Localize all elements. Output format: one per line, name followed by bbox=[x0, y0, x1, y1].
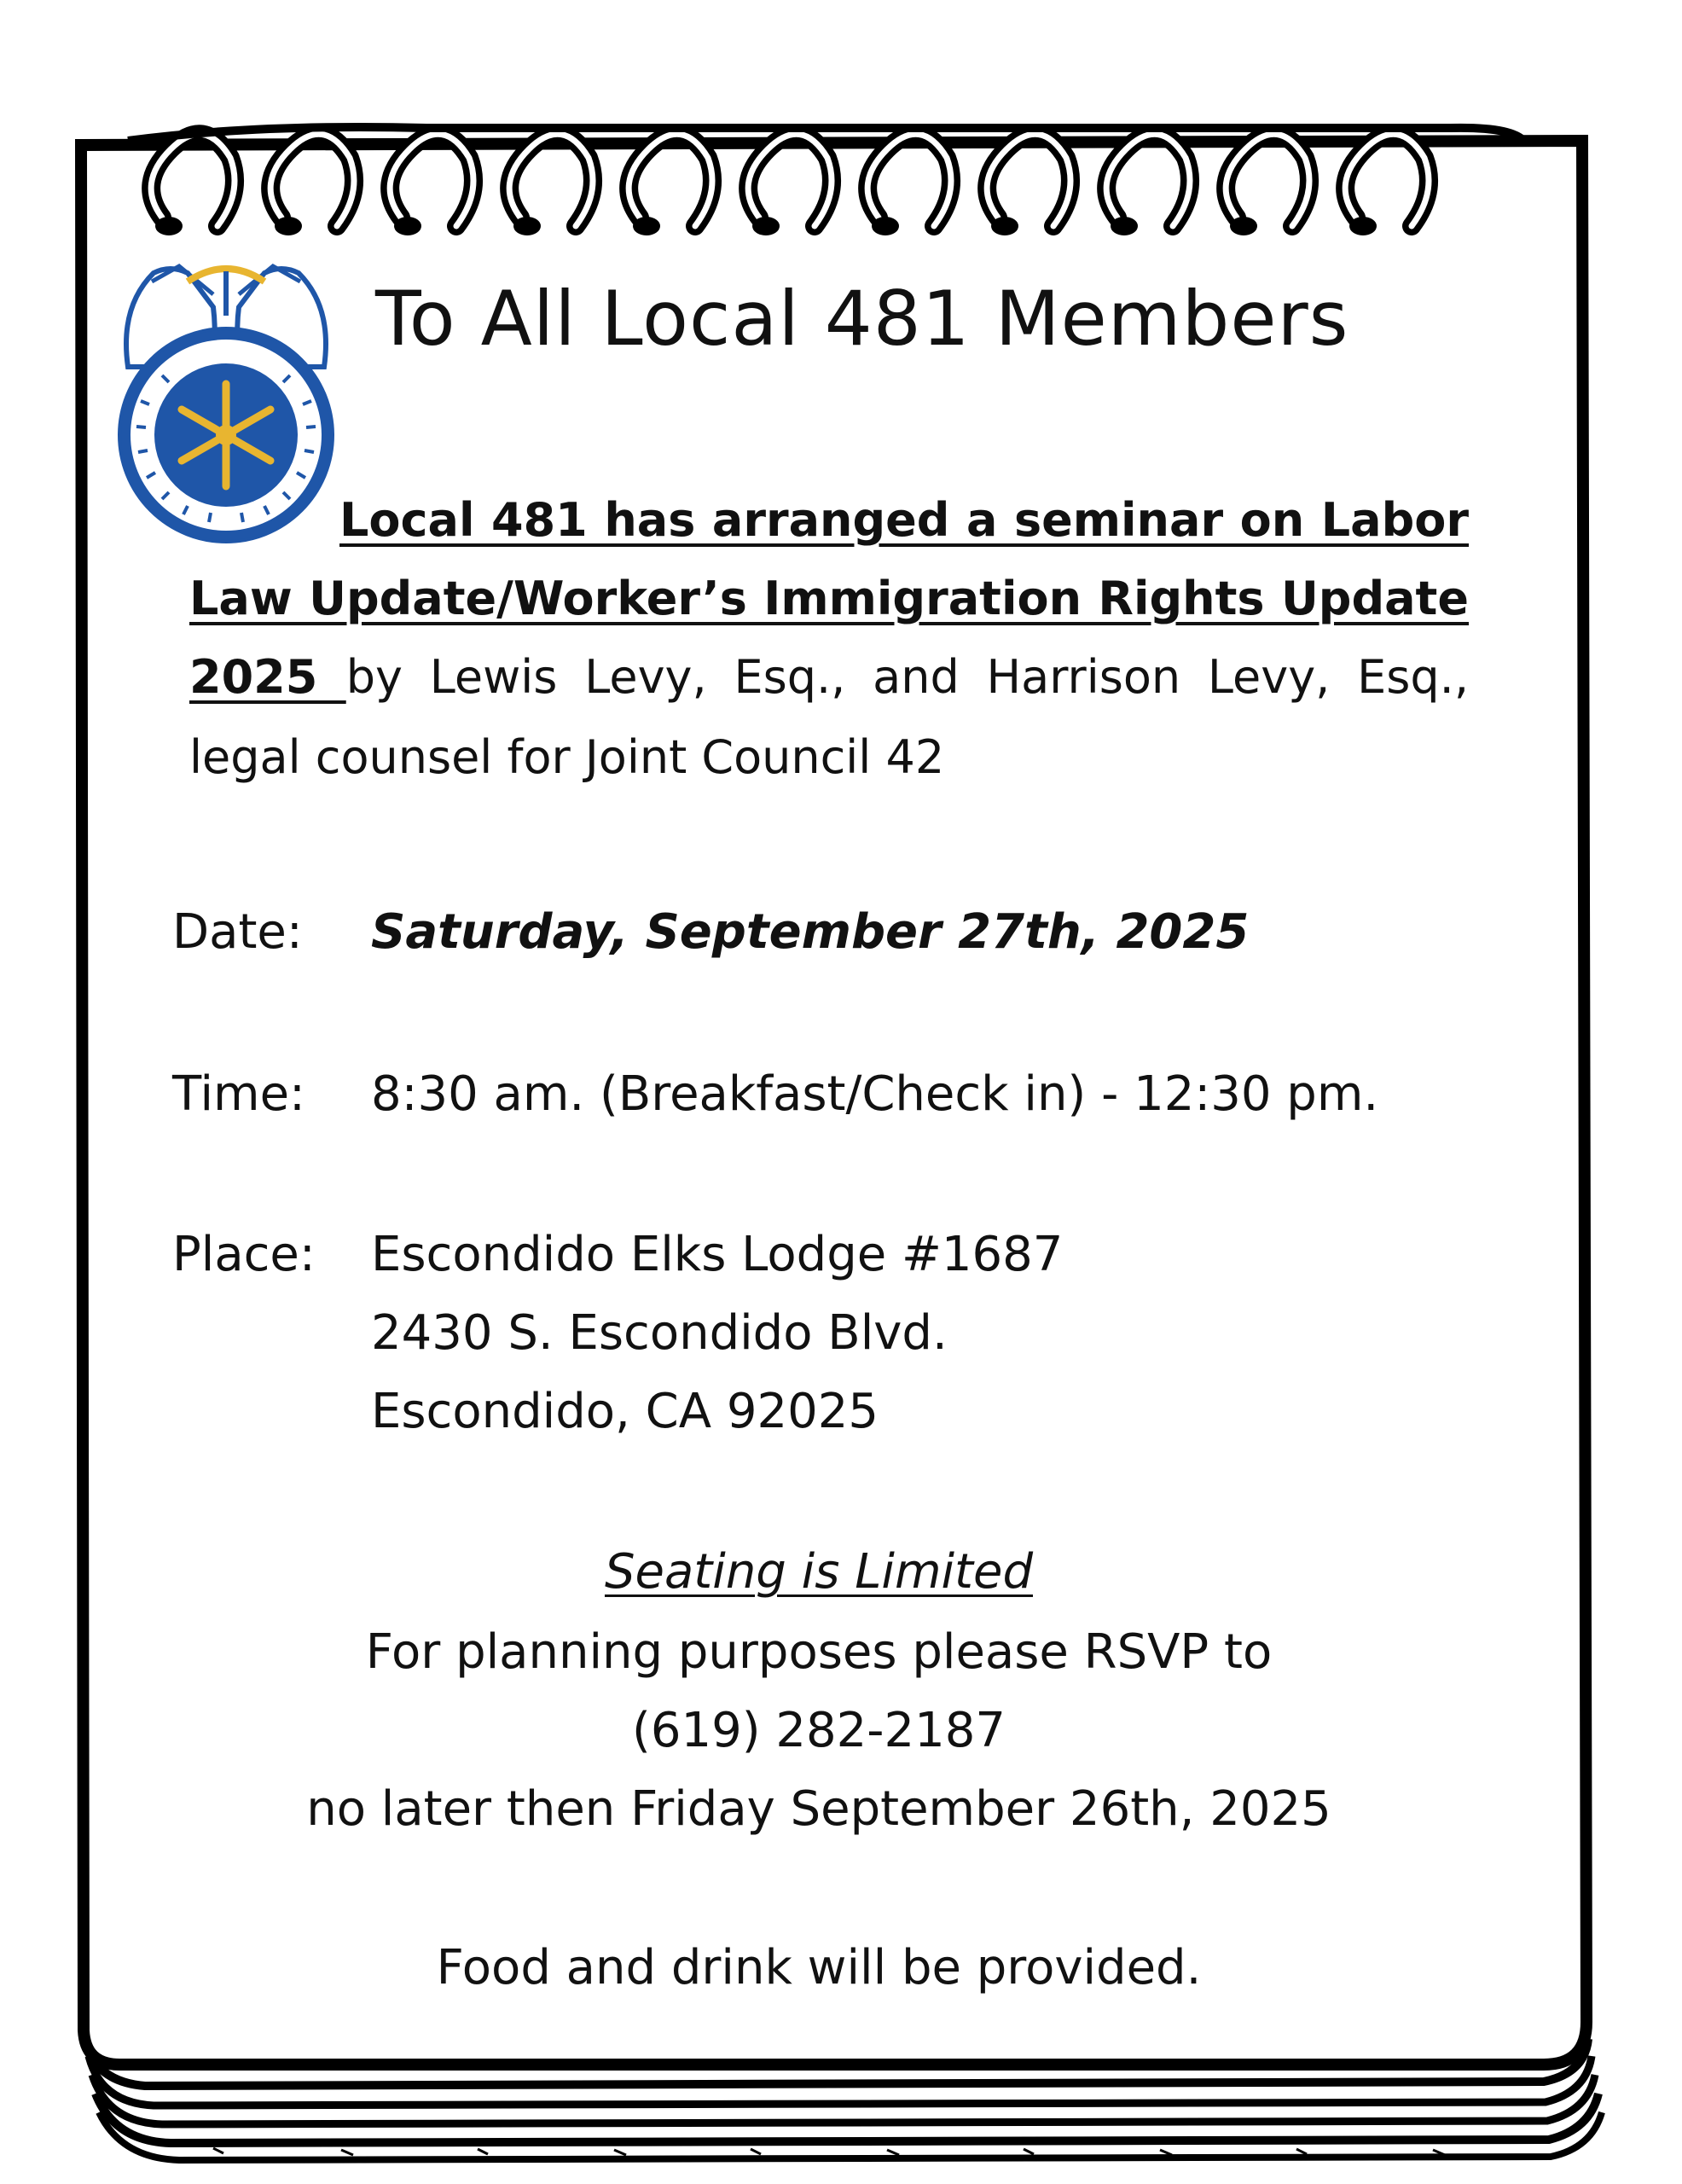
place-street: 2430 S. Escondido Blvd. bbox=[371, 1305, 948, 1361]
intro-line-1 bbox=[339, 493, 1469, 547]
rsvp-phone: (619) 282-2187 bbox=[632, 1703, 1006, 1758]
place-venue: Escondido Elks Lodge #1687 bbox=[371, 1227, 1064, 1282]
time-label: Time: bbox=[172, 1066, 305, 1122]
page-title: To All Local 481 Members bbox=[375, 275, 1349, 363]
intro-line-2 bbox=[189, 572, 1469, 625]
seminar-speakers: by Lewis Levy, Esq., and Harrison Levy, Esq., bbox=[345, 650, 1469, 704]
seating-notice-text: Seating is Limited bbox=[604, 1544, 1034, 1600]
seating-notice bbox=[0, 1544, 1638, 1600]
rsvp-deadline: no later then Friday September 26th, 2025 bbox=[306, 1781, 1331, 1837]
seminar-title-part-2: Law Update/Worker’s Immigration Rights Update bbox=[189, 572, 1469, 625]
place-city: Escondido, CA 92025 bbox=[371, 1384, 879, 1439]
seminar-title-year: 2025 bbox=[189, 650, 346, 704]
intro-line-3 bbox=[189, 650, 1469, 704]
food-notice: Food and drink will be provided. bbox=[436, 1940, 1202, 1995]
seminar-title-part-1: Local 481 has arranged a seminar on Labor bbox=[339, 493, 1469, 547]
intro-line-4 bbox=[189, 730, 1469, 784]
legal-counsel: legal counsel for Joint Council 42 bbox=[189, 730, 945, 784]
date-label: Date: bbox=[172, 904, 303, 960]
time-value: 8:30 am. (Breakfast/Check in) - 12:30 pm. bbox=[371, 1066, 1379, 1122]
teamsters-logo bbox=[119, 266, 333, 542]
date-value: Saturday, September 27th, 2025 bbox=[371, 904, 1250, 960]
page-edge-texture bbox=[213, 2148, 1445, 2155]
place-label: Place: bbox=[172, 1227, 316, 1282]
rsvp-line: For planning purposes please RSVP to bbox=[365, 1624, 1273, 1680]
